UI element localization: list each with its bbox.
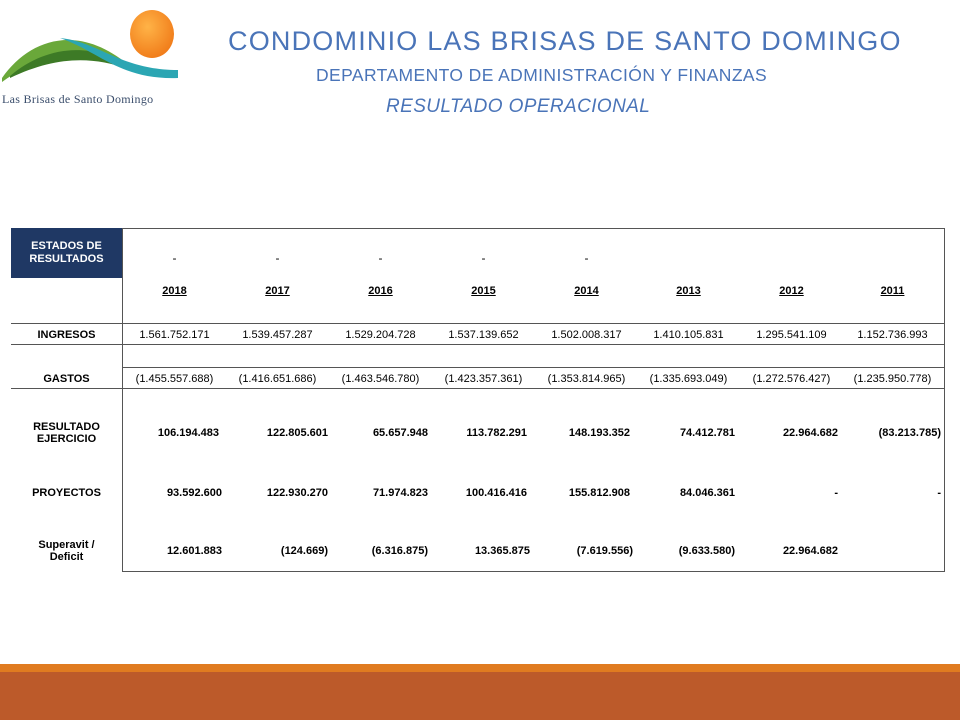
year-header: 2018 bbox=[162, 285, 187, 297]
gastos-value: (1.335.693.049) bbox=[649, 373, 728, 385]
table-border-right bbox=[944, 228, 945, 572]
table-divider bbox=[11, 344, 945, 345]
ingresos-value: 1.537.139.652 bbox=[448, 329, 519, 341]
ingresos-value: 1.152.736.993 bbox=[857, 329, 928, 341]
proyectos-value: 71.974.823 bbox=[372, 487, 428, 499]
section-title: RESULTADO OPERACIONAL bbox=[386, 96, 651, 117]
row-label-gastos: GASTOS bbox=[43, 373, 90, 385]
superavit-value: (9.633.580) bbox=[678, 545, 735, 557]
resultado-value: 74.412.781 bbox=[679, 427, 735, 439]
year-header: 2011 bbox=[880, 285, 905, 297]
proyectos-value: 100.416.416 bbox=[465, 487, 527, 499]
year-header: 2014 bbox=[574, 285, 599, 297]
resultado-value: 113.782.291 bbox=[466, 427, 527, 439]
table-border-top bbox=[122, 228, 945, 229]
gastos-value: (1.455.557.688) bbox=[135, 373, 214, 385]
footer-band-rust bbox=[0, 672, 960, 720]
year-header: 2015 bbox=[471, 285, 496, 297]
table-divider bbox=[11, 388, 945, 389]
footer-band-orange bbox=[0, 664, 960, 672]
row-label-ingresos: INGRESOS bbox=[37, 329, 96, 341]
table-divider bbox=[11, 323, 945, 324]
gastos-value: (1.416.651.686) bbox=[238, 373, 317, 385]
gastos-value: (1.423.357.361) bbox=[444, 373, 523, 385]
gastos-value: (1.272.576.427) bbox=[752, 373, 831, 385]
superavit-value: 12.601.883 bbox=[166, 545, 222, 557]
gastos-value: (1.463.546.780) bbox=[341, 373, 420, 385]
proyectos-value: 122.930.270 bbox=[266, 487, 328, 499]
superavit-value: 22.964.682 bbox=[782, 545, 838, 557]
header-dash: - bbox=[172, 251, 177, 265]
page-title: CONDOMINIO LAS BRISAS DE SANTO DOMINGO bbox=[228, 26, 902, 56]
resultado-value: 22.964.682 bbox=[782, 427, 838, 439]
row-label-resultado: RESULTADO EJERCICIO bbox=[33, 421, 100, 445]
superavit-value: 13.365.875 bbox=[474, 545, 530, 557]
results-table bbox=[11, 228, 945, 572]
table-divider bbox=[122, 367, 945, 368]
gastos-value: (1.353.814.965) bbox=[547, 373, 626, 385]
year-header: 2016 bbox=[368, 285, 393, 297]
brand-logo bbox=[0, 8, 185, 106]
resultado-value: 122.805.601 bbox=[266, 427, 328, 439]
ingresos-value: 1.502.008.317 bbox=[551, 329, 622, 341]
page-subtitle: DEPARTAMENTO DE ADMINISTRACIÓN Y FINANZAS bbox=[316, 65, 768, 85]
ingresos-value: 1.529.204.728 bbox=[345, 329, 416, 341]
year-header: 2017 bbox=[265, 285, 290, 297]
proyectos-value: 155.812.908 bbox=[568, 487, 630, 499]
resultado-value: 65.657.948 bbox=[372, 427, 428, 439]
ingresos-value: 1.561.752.171 bbox=[139, 329, 210, 341]
ingresos-value: 1.410.105.831 bbox=[653, 329, 724, 341]
row-label-superavit: Superavit / Deficit bbox=[38, 539, 95, 563]
table-label-divider bbox=[122, 228, 123, 572]
row-label-proyectos: PROYECTOS bbox=[32, 487, 101, 499]
proyectos-value: - bbox=[834, 487, 838, 499]
resultado-value: 106.194.483 bbox=[157, 427, 219, 439]
superavit-value: (6.316.875) bbox=[371, 545, 428, 557]
ingresos-value: 1.295.541.109 bbox=[756, 329, 827, 341]
logo-graphic bbox=[0, 8, 185, 92]
header-dash: - bbox=[275, 251, 280, 265]
proyectos-value: 93.592.600 bbox=[166, 487, 222, 499]
logo-text: Las Brisas de Santo Domingo bbox=[2, 92, 154, 106]
year-header: 2012 bbox=[779, 285, 804, 297]
ingresos-value: 1.539.457.287 bbox=[242, 329, 313, 341]
superavit-value: (124.669) bbox=[280, 545, 328, 557]
proyectos-value: - bbox=[937, 487, 941, 499]
sun-icon bbox=[130, 10, 174, 58]
resultado-value: 148.193.352 bbox=[568, 427, 630, 439]
header-dash: - bbox=[481, 251, 486, 265]
resultado-value: (83.213.785) bbox=[878, 427, 941, 439]
superavit-value: (7.619.556) bbox=[576, 545, 633, 557]
header-dash: - bbox=[584, 251, 589, 265]
table-corner-header: ESTADOS DE RESULTADOS bbox=[11, 228, 122, 278]
header-dash: - bbox=[378, 251, 383, 265]
table-border-bottom bbox=[122, 571, 945, 572]
gastos-value: (1.235.950.778) bbox=[853, 373, 932, 385]
year-header: 2013 bbox=[676, 285, 701, 297]
proyectos-value: 84.046.361 bbox=[679, 487, 735, 499]
